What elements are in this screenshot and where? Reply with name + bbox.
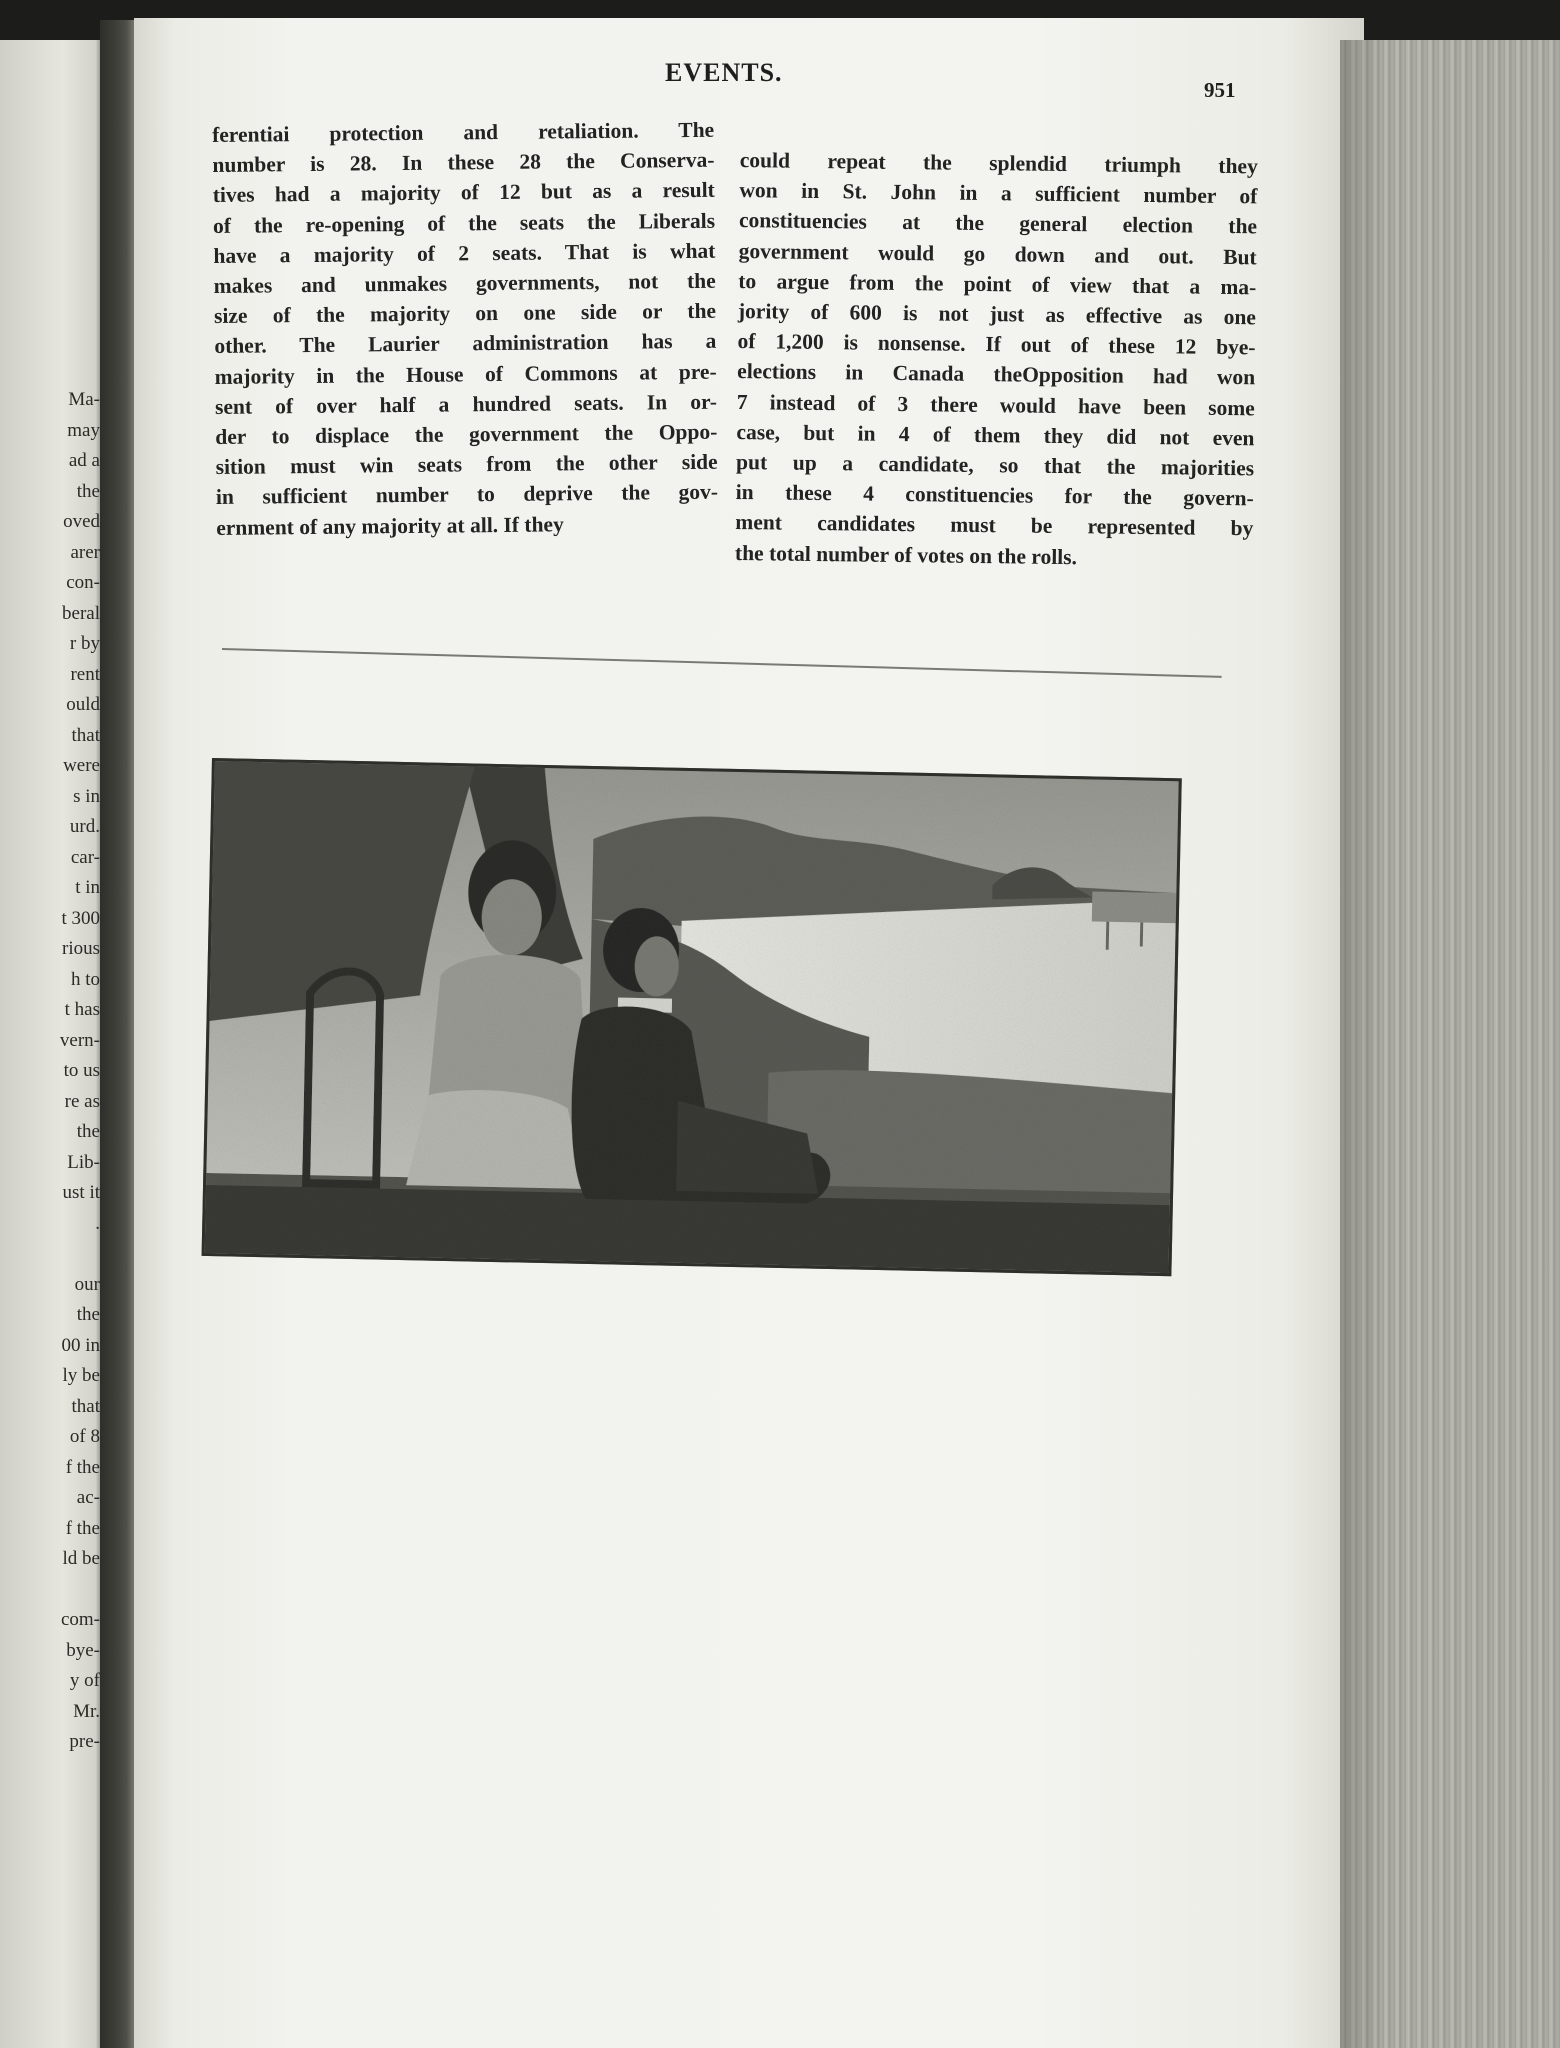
left-column-line: ferentiai protection and retaliation. The <box>212 117 715 147</box>
right-column-line: government would go down and out. But <box>738 238 1257 269</box>
right-column-line: could repeat the splendid triumph they <box>739 147 1258 179</box>
left-column-line: in sufficient number to deprive the gov- <box>215 480 719 510</box>
facing-page-fragment: ld be <box>62 1548 100 1569</box>
facing-page-fragment: ust it <box>62 1182 100 1203</box>
facing-page-fragment: ad a <box>68 450 100 471</box>
facing-page-fragment: that <box>71 1395 100 1417</box>
page-stack-edges <box>1340 40 1560 2048</box>
facing-page-fragment: s in <box>73 785 100 807</box>
facing-page-fragment: t 300 <box>61 907 100 929</box>
facing-page-fragment: Mr. <box>73 1700 100 1722</box>
facing-page-fragment: Ma- <box>68 389 100 410</box>
right-column-line: put up a candidate, so that the majorities <box>735 450 1255 481</box>
facing-page-fragment: pre- <box>69 1731 100 1752</box>
right-column-line: to argue from the point of view that a ma- <box>738 268 1257 300</box>
right-column-line: of 1,200 is nonsense. If out of these 12 bye- <box>737 329 1256 360</box>
right-column-line: won in St. John in a sufficient number of <box>739 178 1258 209</box>
facing-page-text-fragments <box>0 385 104 1758</box>
facing-page-fragment: ac- <box>76 1487 100 1508</box>
facing-page-fragment <box>0 1239 104 1270</box>
book-gutter <box>100 20 138 2048</box>
facing-page-fragment: . <box>95 1212 100 1234</box>
facing-page-fragment: r by <box>69 633 100 654</box>
facing-page-fragment: the <box>76 1121 100 1142</box>
left-column-line: size of the majority on one side or the <box>213 298 717 329</box>
facing-page-fragment: beral <box>62 602 100 624</box>
left-column-line: of the re-opening of the seats the Liberals <box>212 208 716 238</box>
facing-page-fragment: were <box>63 755 100 776</box>
right-column-line: elections in Canada theOpposition had won <box>737 359 1256 390</box>
left-column-line: makes and unmakes governments, not the <box>213 268 716 299</box>
facing-page-fragment: f the <box>65 1456 100 1478</box>
facing-page-fragment: t in <box>75 877 100 898</box>
facing-page-fragment: ly be <box>62 1365 100 1386</box>
right-column-line: jority of 600 is not just as effective as one <box>737 299 1257 330</box>
left-column-line: majority in the House of Commons at pre- <box>214 359 717 389</box>
left-column-line: other. The Laurier administration has a <box>214 329 717 359</box>
facing-page-fragment: the <box>76 480 100 502</box>
facing-page-fragment: Lib- <box>67 1151 100 1173</box>
left-column-line: ernment of any majority at all. If they <box>216 511 564 540</box>
left-text-column <box>212 115 718 543</box>
facing-page-fragment: t has <box>64 999 100 1020</box>
facing-page-fragment: com- <box>60 1609 100 1630</box>
left-column-line: tives had a majority of 12 but as a result <box>212 178 715 208</box>
page-number: 951 <box>1204 78 1236 102</box>
halftone-illustration-icon <box>202 758 1182 1276</box>
left-column-line: have a majority of 2 seats. That is what <box>213 238 716 268</box>
left-column-line: der to displace the government the Oppo- <box>215 419 718 450</box>
facing-page-fragment: bye- <box>66 1639 100 1661</box>
facing-page-fragment <box>0 1575 104 1606</box>
facing-page-fragment: rent <box>70 663 100 685</box>
facing-page-fragment: our <box>74 1273 100 1295</box>
left-column-line: sition must win seats from the other side <box>215 449 718 480</box>
left-column-line: number is 28. In these 28 the Conserva- <box>212 147 715 178</box>
left-column-line: sent of over half a hundred seats. In or- <box>214 389 718 419</box>
right-column-line: case, but in 4 of them they did not even <box>736 419 1255 451</box>
facing-page-fragment: con- <box>66 572 100 593</box>
facing-page-fragment: that <box>71 724 100 746</box>
right-text-column <box>735 145 1258 574</box>
right-column-line: ment candidates must be represented by <box>735 510 1254 541</box>
facing-page-fragment: y of <box>69 1670 100 1691</box>
right-column-line: constituencies at the general election the <box>738 208 1258 239</box>
right-column-line: the total number of votes on the rolls. <box>734 540 1078 569</box>
facing-page-fragment: to us <box>63 1060 100 1081</box>
facing-page-fragment: rious <box>62 938 100 959</box>
facing-page-fragment: of 8 <box>69 1426 100 1447</box>
facing-page-fragment: vern- <box>59 1029 100 1051</box>
facing-page-fragment: arer <box>70 541 100 563</box>
right-column-line: in these 4 constituencies for the govern- <box>735 480 1254 511</box>
facing-page-fragment: urd. <box>69 816 100 837</box>
facing-page-fragment: may <box>67 419 100 441</box>
facing-page-fragment: h to <box>70 968 100 990</box>
facing-page-fragment: ould <box>66 694 100 715</box>
facing-page-fragment: f the <box>65 1517 100 1539</box>
running-head: EVENTS. <box>665 58 783 87</box>
right-column-line: 7 instead of 3 there would have been some <box>736 389 1255 420</box>
facing-page-fragment: oved <box>63 511 100 532</box>
facing-page-fragment: 00 in <box>61 1334 100 1356</box>
facing-page-fragment: car- <box>70 846 100 868</box>
facing-page-fragment: re as <box>64 1090 100 1112</box>
facing-page-fragment: the <box>76 1304 100 1325</box>
